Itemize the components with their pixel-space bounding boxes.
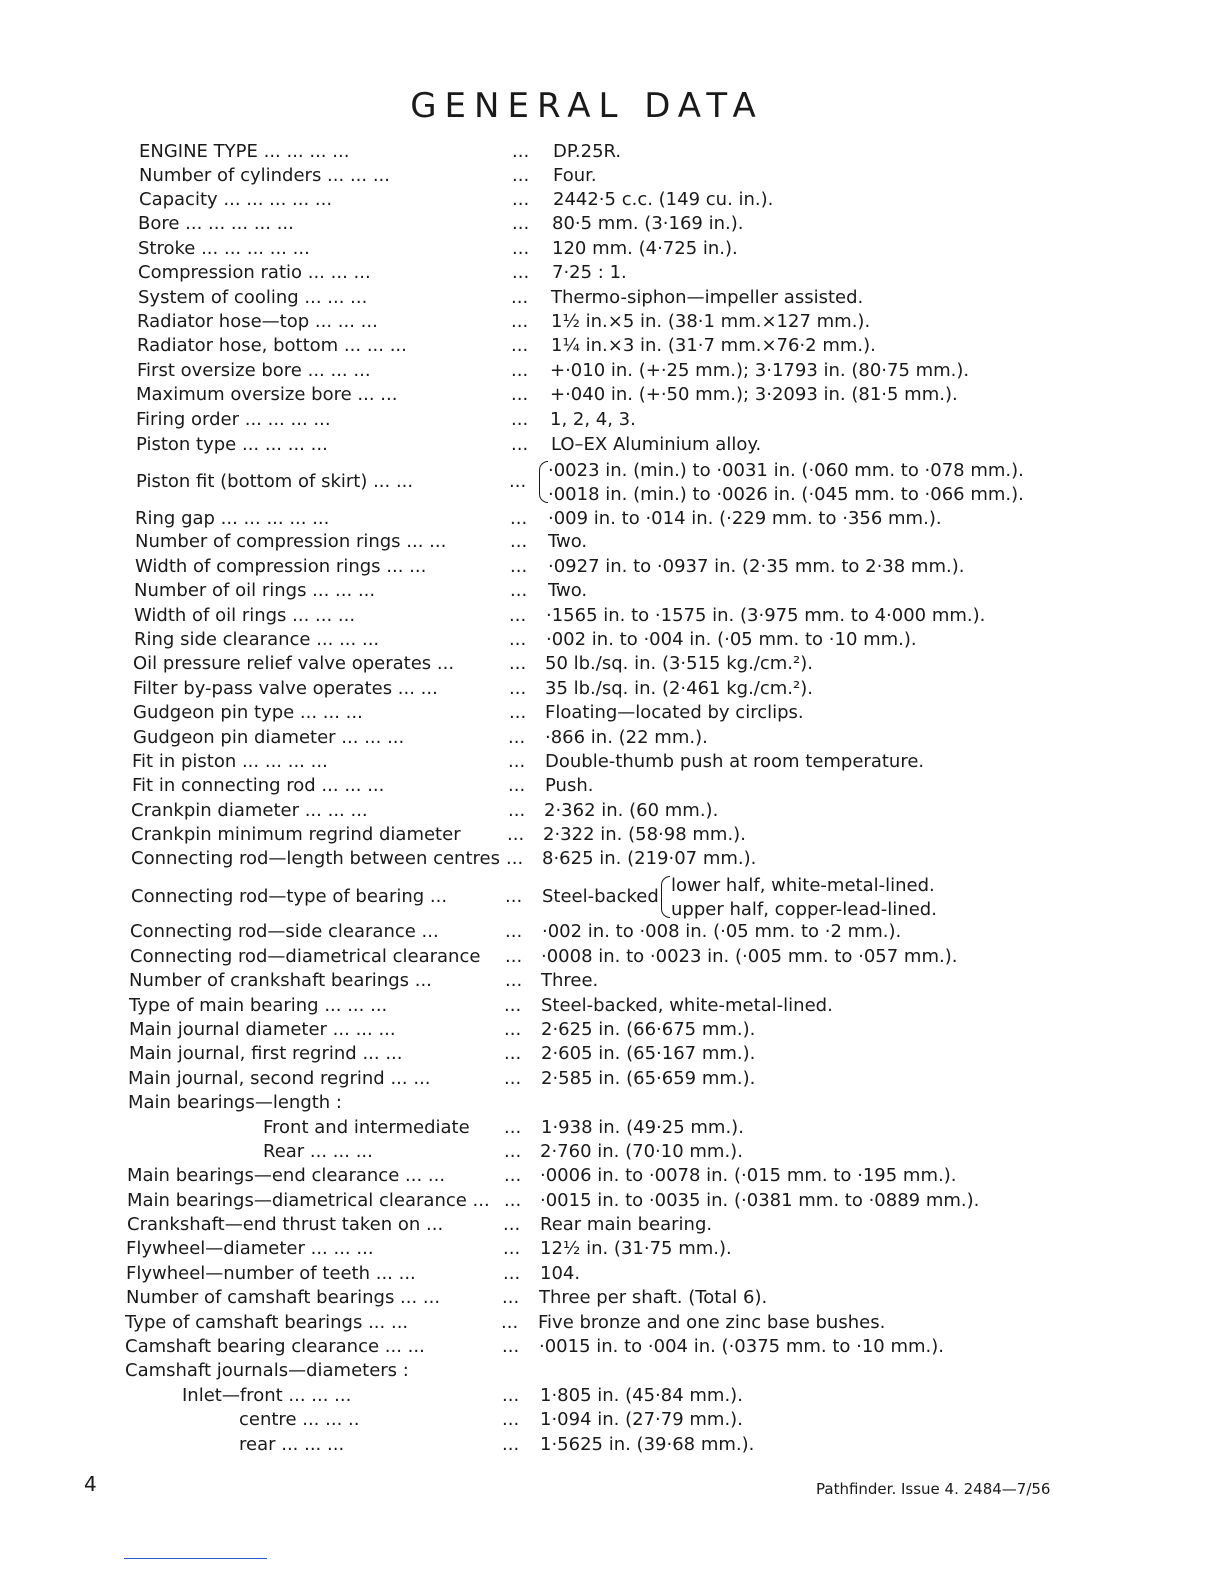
leader-dots: ...: [510, 556, 528, 577]
spec-label: Main journal, second regrind ... ...: [128, 1068, 431, 1089]
leader-dots: ...: [503, 1263, 521, 1284]
leader-dots: ...: [512, 238, 530, 259]
spec-value: 7·25 : 1.: [552, 262, 627, 283]
spec-value: 1·5625 in. (39·68 mm.).: [540, 1434, 755, 1455]
leader-dots: ...: [508, 727, 526, 748]
spec-value: ·002 in. to ·008 in. (·05 mm. to ·2 mm.).: [542, 921, 902, 942]
leader-dots: ...: [508, 751, 526, 772]
spec-value: 2·760 in. (70·10 mm.).: [540, 1141, 743, 1162]
footer-reference: Pathfinder. Issue 4. 2484—7/56: [816, 1480, 1051, 1498]
spec-value: ·1565 in. to ·1575 in. (3·975 mm. to 4·000 mm.).: [546, 605, 986, 626]
spec-label: Number of cylinders ... ... ...: [139, 165, 390, 186]
spec-value: ·0015 in. to ·004 in. (·0375 mm. to ·10 mm.).: [539, 1336, 945, 1357]
spec-label: Maximum oversize bore ... ...: [136, 384, 398, 405]
spec-value: LO–EX Aluminium alloy.: [551, 434, 762, 455]
leader-dots: ...: [505, 921, 523, 942]
spec-label: Fit in piston ... ... ... ...: [132, 751, 328, 772]
spec-label: Number of camshaft bearings ... ...: [126, 1287, 441, 1308]
leader-dots: ...: [503, 1238, 521, 1259]
spec-label: Radiator hose, bottom ... ... ...: [137, 335, 407, 356]
spec-value: upper half, copper-lead-lined.: [671, 899, 937, 920]
leader-dots: ...: [505, 886, 523, 907]
spec-value: 1·094 in. (27·79 mm.).: [540, 1409, 743, 1430]
spec-label: Piston fit (bottom of skirt) ... ...: [136, 471, 414, 492]
leader-dots: ...: [510, 508, 528, 529]
spec-label: Filter by-pass valve operates ... ...: [133, 678, 438, 699]
spec-label: Capacity ... ... ... ... ...: [139, 189, 333, 210]
leader-dots: ...: [504, 1141, 522, 1162]
spec-value: Steel-backed: [542, 886, 659, 907]
spec-value: 12½ in. (31·75 mm.).: [540, 1238, 732, 1259]
leader-dots: ...: [511, 287, 529, 308]
spec-label: Main journal, first regrind ... ...: [129, 1043, 403, 1064]
spec-label: Number of crankshaft bearings ...: [129, 970, 432, 991]
spec-label: Number of oil rings ... ... ...: [134, 580, 376, 601]
spec-label: Connecting rod—type of bearing ...: [131, 886, 448, 907]
spec-value: 2·625 in. (66·675 mm.).: [541, 1019, 756, 1040]
spec-value: 2442·5 c.c. (149 cu. in.).: [553, 189, 774, 210]
brace: [661, 876, 670, 918]
leader-dots: ...: [512, 165, 530, 186]
spec-label: Width of compression rings ... ...: [135, 556, 427, 577]
leader-dots: ...: [504, 1117, 522, 1138]
spec-label: Connecting rod—diametrical clearance: [130, 946, 481, 967]
spec-label: Flywheel—diameter ... ... ...: [126, 1238, 374, 1259]
spec-label: ENGINE TYPE ... ... ... ...: [139, 141, 350, 162]
spec-value: ·009 in. to ·014 in. (·229 mm. to ·356 mm.).: [548, 508, 942, 529]
leader-dots: ...: [511, 434, 529, 455]
leader-dots: ...: [504, 1043, 522, 1064]
spec-value: Double-thumb push at room temperature.: [545, 751, 925, 772]
leader-dots: ...: [511, 409, 529, 430]
spec-label: Number of compression rings ... ...: [135, 531, 447, 552]
spec-label: Crankpin diameter ... ... ...: [131, 800, 368, 821]
leader-dots: ...: [502, 1409, 520, 1430]
spec-label: Rear ... ... ...: [263, 1141, 373, 1162]
spec-value: 104.: [540, 1263, 581, 1284]
spec-label: Compression ratio ... ... ...: [138, 262, 371, 283]
leader-dots: ...: [511, 311, 529, 332]
spec-value: 80·5 mm. (3·169 in.).: [552, 213, 744, 234]
spec-value: 1½ in.×5 in. (38·1 mm.×127 mm.).: [551, 311, 871, 332]
leader-dots: ...: [510, 531, 528, 552]
spec-label: Fit in connecting rod ... ... ...: [132, 775, 385, 796]
spec-value: ·0006 in. to ·0078 in. (·015 mm. to ·195 mm.).: [540, 1165, 957, 1186]
spec-value: 1¼ in.×3 in. (31·7 mm.×76·2 mm.).: [551, 335, 876, 356]
spec-label: Main bearings—diametrical clearance ...: [127, 1190, 490, 1211]
spec-label: Stroke ... ... ... ... ...: [138, 238, 310, 259]
leader-dots: ...: [503, 1214, 521, 1235]
leader-dots: ...: [511, 360, 529, 381]
spec-value: Floating—located by circlips.: [545, 702, 804, 723]
brace: [539, 461, 548, 503]
spec-value: Steel-backed, white-metal-lined.: [541, 995, 833, 1016]
spec-value: 2·322 in. (58·98 mm.).: [543, 824, 746, 845]
spec-label: Type of camshaft bearings ... ...: [125, 1312, 409, 1333]
leader-dots: ...: [504, 995, 522, 1016]
spec-label: centre ... ... ..: [239, 1409, 360, 1430]
leader-dots: ...: [509, 605, 527, 626]
spec-label: Crankpin minimum regrind diameter: [131, 824, 461, 845]
spec-value: Rear main bearing.: [540, 1214, 713, 1235]
spec-value: 1·938 in. (49·25 mm.).: [541, 1117, 744, 1138]
spec-value: 2·585 in. (65·659 mm.).: [541, 1068, 756, 1089]
spec-value: Three per shaft. (Total 6).: [539, 1287, 768, 1308]
spec-value: 8·625 in. (219·07 mm.).: [542, 848, 757, 869]
spec-label: System of cooling ... ... ...: [138, 287, 368, 308]
page-number: 4: [84, 1472, 97, 1496]
leader-dots: ...: [509, 678, 527, 699]
spec-value: +·040 in. (+·50 mm.); 3·2093 in. (81·5 mm.).: [550, 384, 958, 405]
spec-value: ·002 in. to ·004 in. (·05 mm. to ·10 mm.).: [546, 629, 917, 650]
leader-dots: ...: [510, 580, 528, 601]
spec-value: ·0023 in. (min.) to ·0031 in. (·060 mm. to ·078 mm.).: [548, 460, 1024, 481]
spec-label: Front and intermediate: [263, 1117, 470, 1138]
spec-value: Three.: [541, 970, 599, 991]
leader-dots: ...: [512, 262, 530, 283]
spec-value: Five bronze and one zinc base bushes.: [538, 1312, 886, 1333]
spec-label: Ring gap ... ... ... ... ...: [135, 508, 330, 529]
spec-value: ·0015 in. to ·0035 in. (·0381 mm. to ·0889 mm.).: [540, 1190, 980, 1211]
leader-dots: ...: [511, 384, 529, 405]
leader-dots: ...: [509, 471, 527, 492]
footer-rule: [124, 1558, 267, 1559]
spec-label: rear ... ... ...: [239, 1434, 345, 1455]
leader-dots: ...: [504, 1068, 522, 1089]
spec-value: DP.25R.: [553, 141, 622, 162]
spec-value: lower half, white-metal-lined.: [671, 875, 935, 896]
leader-dots: ...: [512, 189, 530, 210]
leader-dots: ...: [505, 946, 523, 967]
leader-dots: ...: [512, 141, 530, 162]
spec-label: Firing order ... ... ... ...: [136, 409, 331, 430]
leader-dots: ...: [505, 970, 523, 991]
page-title: GENERAL DATA: [410, 86, 764, 126]
leader-dots: ...: [504, 1019, 522, 1040]
spec-value: ·0018 in. (min.) to ·0026 in. (·045 mm. to ·066 mm.).: [548, 484, 1024, 505]
leader-dots: ...: [504, 1190, 522, 1211]
leader-dots: ...: [504, 1165, 522, 1186]
spec-label: Camshaft bearing clearance ... ...: [125, 1336, 425, 1357]
spec-label: Gudgeon pin type ... ... ...: [133, 702, 363, 723]
spec-label: Crankshaft—end thrust taken on ...: [127, 1214, 444, 1235]
spec-label: Connecting rod—length between centres: [131, 848, 500, 869]
spec-value: Thermo-siphon—impeller assisted.: [551, 287, 864, 308]
spec-label: Main journal diameter ... ... ...: [129, 1019, 396, 1040]
leader-dots: ...: [508, 775, 526, 796]
leader-dots: ...: [502, 1336, 520, 1357]
leader-dots: ...: [509, 702, 527, 723]
leader-dots: ...: [512, 213, 530, 234]
spec-value: ·0008 in. to ·0023 in. (·005 mm. to ·057 mm.).: [541, 946, 958, 967]
spec-value: 1·805 in. (45·84 mm.).: [540, 1385, 743, 1406]
leader-dots: ...: [502, 1287, 520, 1308]
leader-dots: ...: [509, 629, 527, 650]
leader-dots: ...: [509, 653, 527, 674]
spec-label: Bore ... ... ... ... ...: [138, 213, 294, 234]
spec-label: Radiator hose—top ... ... ...: [137, 311, 378, 332]
spec-label: Main bearings—end clearance ... ...: [127, 1165, 446, 1186]
spec-value: 1, 2, 4, 3.: [550, 409, 636, 430]
spec-value: Two.: [548, 531, 588, 552]
spec-label: Inlet—front ... ... ...: [182, 1385, 352, 1406]
spec-value: 50 lb./sq. in. (3·515 kg./cm.²).: [545, 653, 813, 674]
leader-dots: ...: [502, 1385, 520, 1406]
spec-label: Main bearings—length :: [128, 1092, 342, 1113]
leader-dots: ...: [508, 800, 526, 821]
spec-label: Width of oil rings ... ... ...: [134, 605, 356, 626]
spec-value: Push.: [545, 775, 594, 796]
spec-value: ·866 in. (22 mm.).: [545, 727, 708, 748]
spec-value: 120 mm. (4·725 in.).: [552, 238, 738, 259]
spec-label: Piston type ... ... ... ...: [136, 434, 328, 455]
spec-label: Flywheel—number of teeth ... ...: [126, 1263, 416, 1284]
spec-value: ·0927 in. to ·0937 in. (2·35 mm. to 2·38 mm.).: [548, 556, 965, 577]
spec-value: Two.: [548, 580, 588, 601]
leader-dots: ...: [501, 1312, 519, 1333]
spec-label: Type of main bearing ... ... ...: [129, 995, 388, 1016]
leader-dots: ...: [502, 1434, 520, 1455]
spec-value: +·010 in. (+·25 mm.); 3·1793 in. (80·75 mm.).: [550, 360, 970, 381]
leader-dots: ...: [507, 824, 525, 845]
leader-dots: ...: [511, 335, 529, 356]
spec-label: Connecting rod—side clearance ...: [130, 921, 439, 942]
spec-value: 35 lb./sq. in. (2·461 kg./cm.²).: [545, 678, 813, 699]
spec-label: Oil pressure relief valve operates ...: [133, 653, 455, 674]
leader-dots: ...: [506, 848, 524, 869]
spec-label: Camshaft journals—diameters :: [125, 1360, 409, 1381]
spec-value: 2·362 in. (60 mm.).: [544, 800, 719, 821]
spec-label: First oversize bore ... ... ...: [137, 360, 371, 381]
spec-value: Four.: [553, 165, 597, 186]
spec-value: 2·605 in. (65·167 mm.).: [541, 1043, 756, 1064]
spec-label: Gudgeon pin diameter ... ... ...: [133, 727, 405, 748]
spec-label: Ring side clearance ... ... ...: [134, 629, 380, 650]
